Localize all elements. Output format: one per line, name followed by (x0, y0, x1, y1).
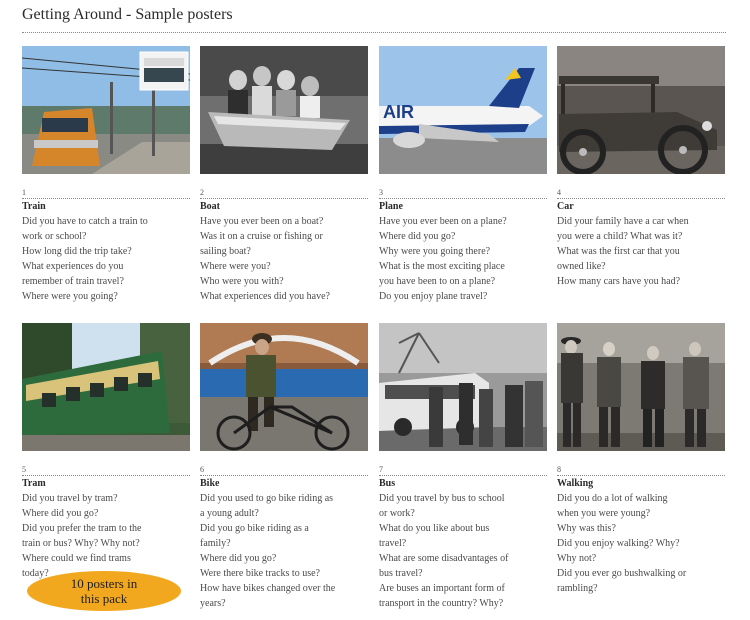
poster-question: What are some disadvantages of (379, 553, 509, 564)
poster-number: 8 (557, 465, 561, 474)
poster-question: you have been to on a plane? (379, 276, 496, 287)
poster-question: Did you enjoy walking? Why? (557, 538, 680, 549)
poster-divider (200, 475, 368, 476)
poster-question: Did you travel by bus to school (379, 493, 505, 504)
poster-title: Plane (379, 201, 403, 212)
poster-title: Bus (379, 478, 396, 489)
poster-question: or work? (379, 508, 415, 519)
poster-question: owned like? (557, 261, 606, 272)
poster-question: How many cars have you had? (557, 276, 681, 287)
poster-question: family? (200, 538, 231, 549)
poster-question: What was the first car that you (557, 246, 680, 257)
page-title: Getting Around - Sample posters (22, 6, 233, 23)
poster-question: What experiences did you have? (200, 291, 330, 302)
poster-question: years? (200, 598, 226, 609)
poster-question: Who were you with? (200, 276, 284, 287)
car-photo (557, 46, 725, 174)
poster-question: Was it on a cruise or fishing or (200, 231, 323, 242)
plane-livery-text: AIR (383, 102, 414, 122)
poster-divider (557, 198, 725, 199)
poster-question: Did you ever go bushwalking or (557, 568, 687, 579)
poster-number: 2 (200, 188, 204, 197)
poster-question: sailing boat? (200, 246, 251, 257)
tram-photo (22, 323, 190, 451)
poster-question: Where were you going? (22, 291, 118, 302)
poster-question: Did you do a lot of walking (557, 493, 668, 504)
poster-title: Train (22, 201, 46, 212)
poster-divider (22, 475, 190, 476)
poster-divider (557, 475, 725, 476)
poster-question: Have you ever been on a boat? (200, 216, 324, 227)
poster-question: Why not? (557, 553, 597, 564)
walking-photo (557, 323, 725, 451)
poster-question: How long did the trip take? (22, 246, 132, 257)
poster-question: remember of train travel? (22, 276, 124, 287)
poster-question: train or bus? Why? Why not? (22, 538, 140, 549)
poster-question: rambling? (557, 583, 598, 594)
title-divider (22, 32, 726, 33)
poster-number: 3 (379, 188, 383, 197)
poster-title: Walking (557, 478, 594, 489)
plane-photo (379, 46, 547, 174)
poster-question: bus travel? (379, 568, 423, 579)
poster-question: Why were you going there? (379, 246, 491, 257)
poster-question: Did you have to catch a train to (22, 216, 148, 227)
poster-question: Did you go bike riding as a (200, 523, 309, 534)
poster-question: Did your family have a car when (557, 216, 689, 227)
poster-question: a young adult? (200, 508, 259, 519)
poster-title: Car (557, 201, 574, 212)
poster-question: Are buses an important form of (379, 583, 505, 594)
poster-question: Have you ever been on a plane? (379, 216, 507, 227)
poster-divider (379, 475, 547, 476)
poster-number: 6 (200, 465, 204, 474)
poster-question: you were a child? What was it? (557, 231, 683, 242)
poster-number: 7 (379, 465, 383, 474)
badge-line-2: this pack (80, 591, 128, 606)
poster-number: 4 (557, 188, 561, 197)
poster-question: travel? (379, 538, 407, 549)
pack-count-badge (27, 571, 181, 611)
poster-number: 1 (22, 188, 26, 197)
poster-question: transport in the country? Why? (379, 598, 504, 609)
poster-question: What is the most exciting place (379, 261, 505, 272)
poster-question: Did you used to go bike riding as (200, 493, 334, 504)
poster-title: Bike (200, 478, 220, 489)
poster-divider (379, 198, 547, 199)
poster-divider (22, 198, 190, 199)
train-photo (22, 46, 190, 174)
poster-question: Why was this? (557, 523, 616, 534)
poster-number: 5 (22, 465, 26, 474)
poster-question: What experiences do you (22, 261, 124, 272)
poster-question: How have bikes changed over the (200, 583, 336, 594)
bike-photo (200, 323, 368, 451)
poster-title: Boat (200, 201, 220, 212)
poster-question: Did you travel by tram? (22, 493, 118, 504)
poster-title: Tram (22, 478, 46, 489)
poster-question: Where did you go? (22, 508, 99, 519)
poster-divider (200, 198, 368, 199)
poster-question: Where were you? (200, 261, 271, 272)
poster-question: when you were young? (557, 508, 651, 519)
bus-photo (379, 323, 547, 451)
poster-question: Did you prefer the tram to the (22, 523, 142, 534)
poster-question: Where did you go? (379, 231, 456, 242)
poster-question: work or school? (22, 231, 87, 242)
poster-question: What do you like about bus (379, 523, 490, 534)
poster-question: Where could we find trams (22, 553, 131, 564)
poster-question: Do you enjoy plane travel? (379, 291, 488, 302)
boat-photo (200, 46, 368, 174)
poster-question: Where did you go? (200, 553, 277, 564)
poster-question: Were there bike tracks to use? (200, 568, 320, 579)
badge-line-1: 10 posters in (70, 576, 138, 591)
poster-question: today? (22, 568, 49, 579)
